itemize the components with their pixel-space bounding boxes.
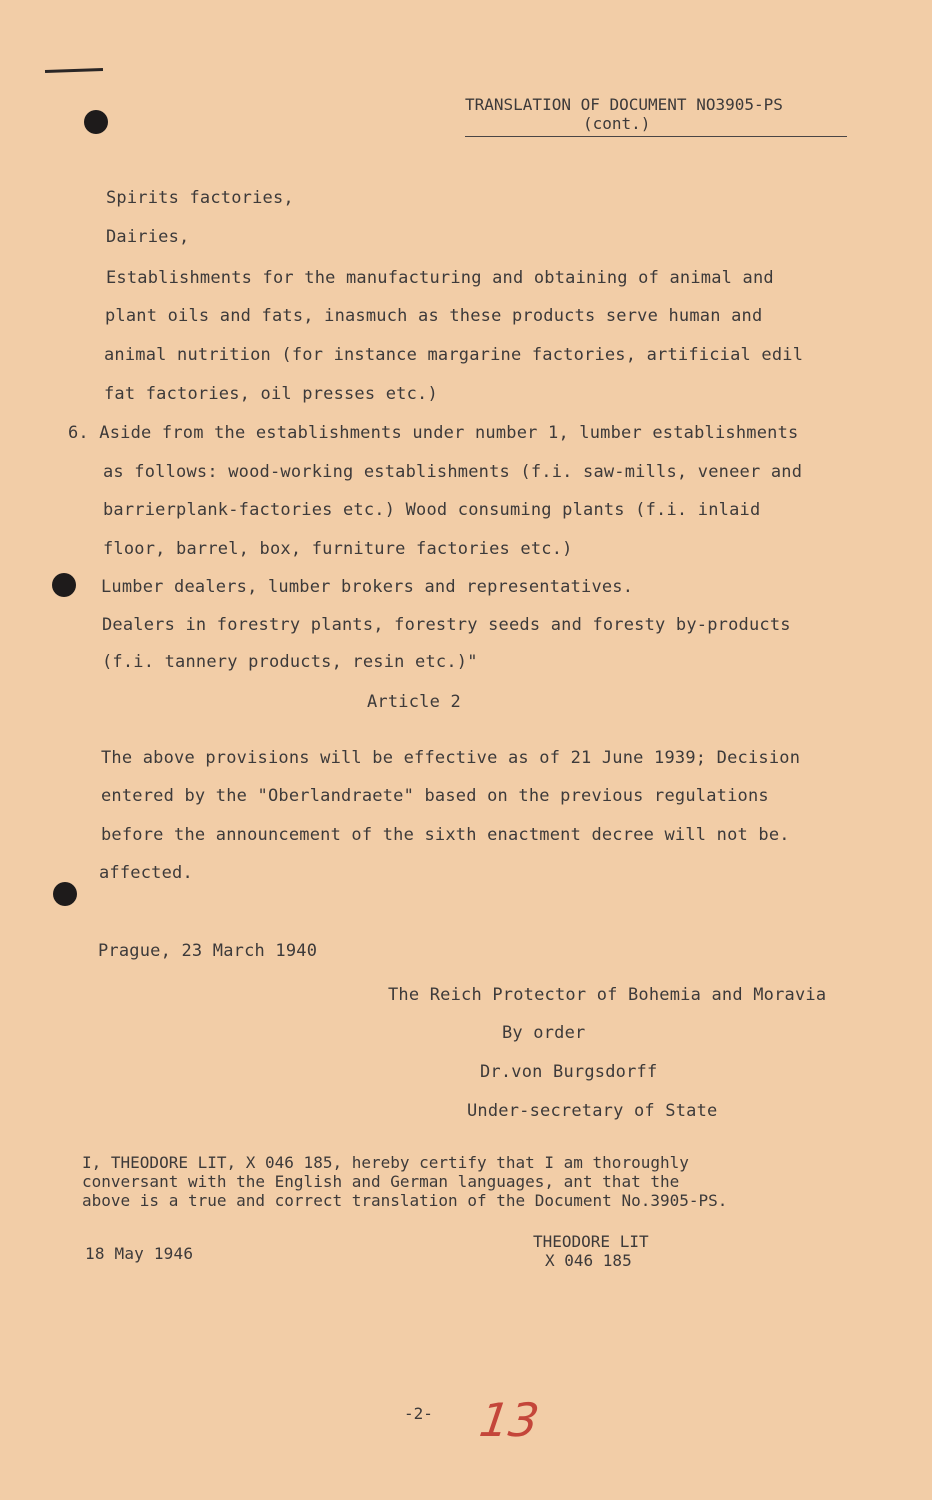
cert-line: I, THEODORE LIT, X 046 185, hereby certify that I am thoroughly: [82, 1153, 689, 1172]
cert-line: conversant with the English and German languages, ant that the: [82, 1172, 680, 1191]
body-line: (f.i. tannery products, resin etc.)": [102, 652, 478, 672]
cert-line: above is a true and correct translation of the Document No.3905-PS.: [82, 1191, 728, 1210]
body-line: barrierplank-factories etc.) Wood consuming plants (f.i. inlaid: [103, 500, 761, 520]
body-line: entered by the "Oberlandraete" based on the previous regulations: [101, 786, 769, 806]
place-date: Prague, 23 March 1940: [98, 941, 318, 961]
translator-signature-block: [533, 1232, 649, 1270]
translator-id: X 046 185: [545, 1251, 632, 1270]
page-number: -2-: [404, 1404, 433, 1423]
body-line: Spirits factories,: [106, 188, 294, 208]
header-title: TRANSLATION OF DOCUMENT NO3905-PS: [465, 95, 783, 114]
body-line: plant oils and fats, inasmuch as these products serve human and: [105, 306, 763, 326]
body-line: Lumber dealers, lumber brokers and representatives.: [101, 577, 634, 597]
body-line: floor, barrel, box, furniture factories etc.): [103, 539, 573, 559]
translator-certification: [82, 1153, 727, 1210]
ink-mark: [45, 68, 103, 73]
body-line: fat factories, oil presses etc.): [104, 384, 438, 404]
body-line: animal nutrition (for instance margarine factories, artificial edil: [104, 345, 804, 365]
article-heading: Article 2: [367, 692, 461, 712]
signatory-name: Dr.von Burgsdorff: [480, 1062, 658, 1082]
header-underline: [465, 136, 847, 137]
body-line: affected.: [99, 863, 193, 883]
punch-hole-lower: [53, 882, 77, 906]
translator-name: THEODORE LIT: [533, 1232, 649, 1251]
body-line: Establishments for the manufacturing and obtaining of animal and: [106, 268, 774, 288]
document-header: [465, 95, 847, 133]
body-line: as follows: wood-working establishments (f.i. saw-mills, veneer and: [103, 462, 803, 482]
header-continued: (cont.): [583, 114, 651, 133]
handwritten-page-number: 13: [476, 1393, 543, 1447]
body-line: before the announcement of the sixth enactment decree will not be.: [101, 825, 790, 845]
punch-hole-top: [84, 110, 108, 134]
issuing-authority: The Reich Protector of Bohemia and Moravia: [388, 985, 827, 1005]
body-line: Dairies,: [106, 227, 190, 247]
by-order: By order: [502, 1023, 586, 1043]
body-line: 6. Aside from the establishments under number 1, lumber establishments: [68, 423, 799, 443]
certification-date: 18 May 1946: [85, 1244, 194, 1263]
body-line: The above provisions will be effective as of 21 June 1939; Decision: [101, 748, 801, 768]
body-line: Dealers in forestry plants, forestry seeds and foresty by-products: [102, 615, 791, 635]
signatory-title: Under-secretary of State: [467, 1101, 718, 1121]
punch-hole-middle: [52, 573, 76, 597]
